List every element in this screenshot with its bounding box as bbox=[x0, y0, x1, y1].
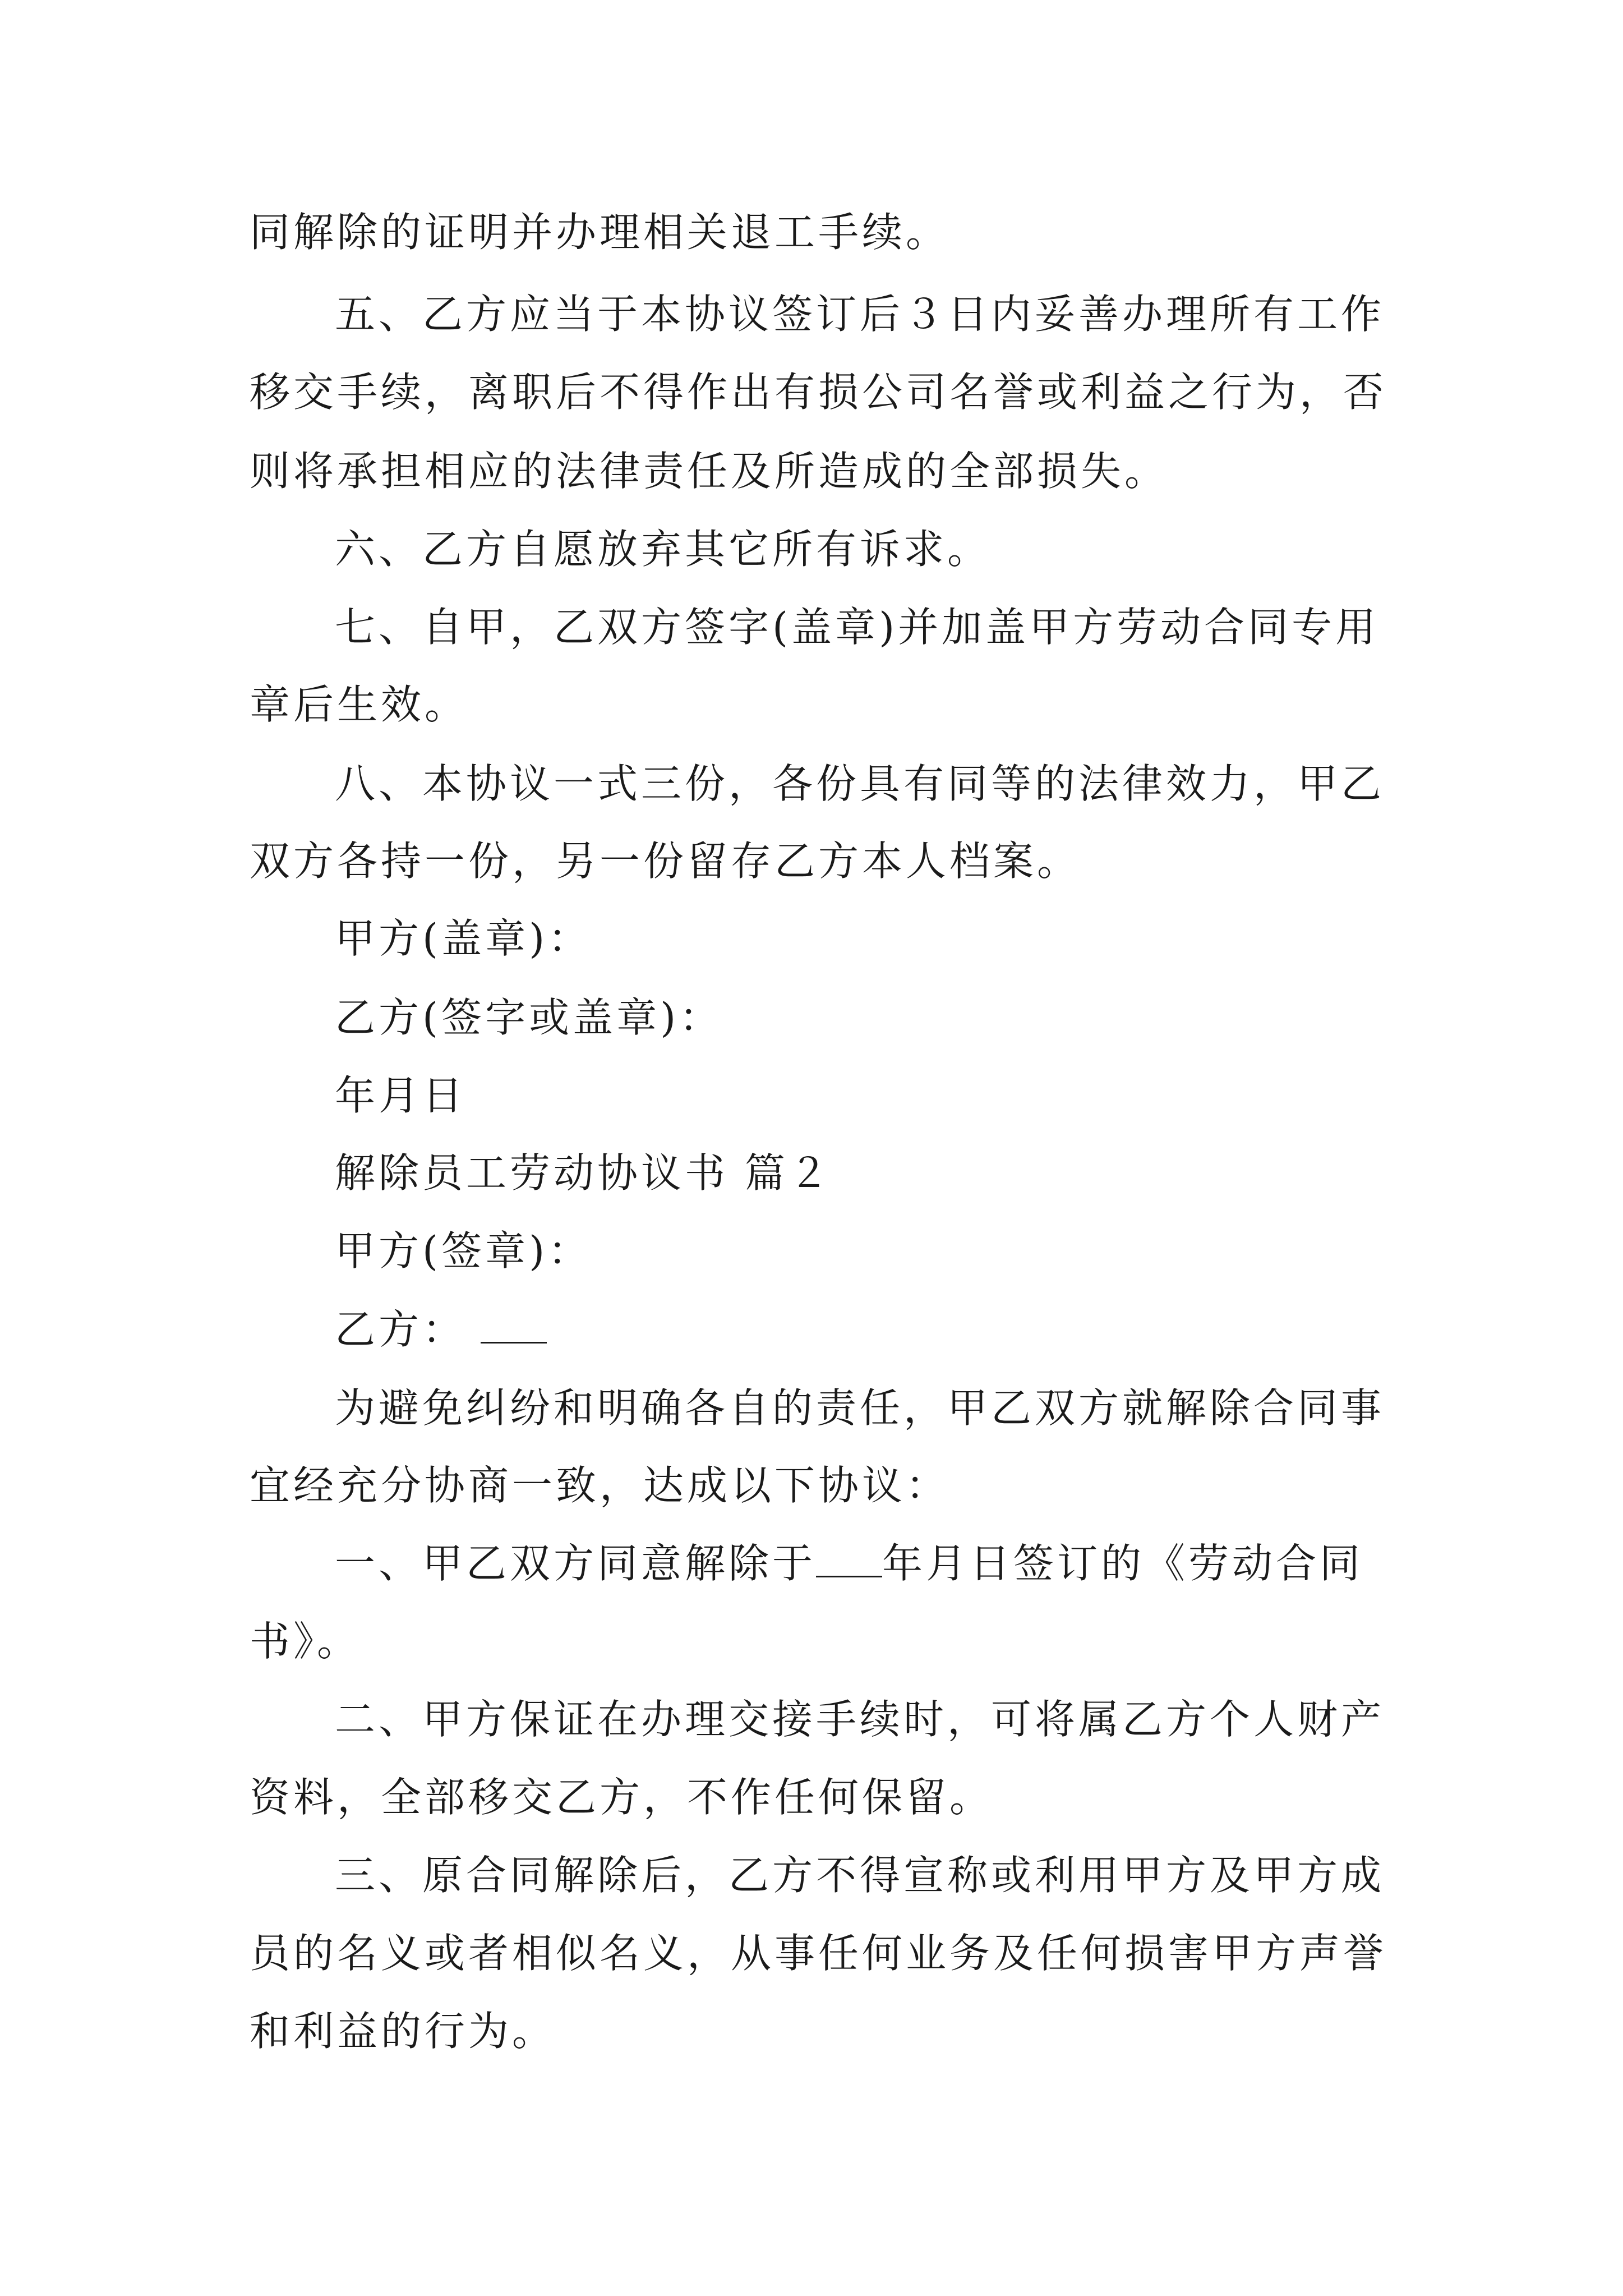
section-heading: 解除员工劳动协议书 篇２ bbox=[335, 1149, 832, 1197]
paragraph-line: 章后生效。 bbox=[250, 681, 469, 728]
paragraph-line: 则将承担相应的法律责任及所造成的全部损失。 bbox=[250, 448, 1169, 495]
signature-line-party-b: 乙方(签字或盖章)： bbox=[335, 994, 723, 1041]
paragraph-line: 资料，全部移交乙方，不作任何保留。 bbox=[250, 1774, 994, 1821]
paragraph-line: 员的名义或者相似名义，从事任何业务及任何损害甲方声誉 bbox=[250, 1930, 1387, 1977]
paragraph-line: 二、甲方保证在办理交接手续时，可将属乙方个人财产 bbox=[335, 1696, 1385, 1743]
fill-blank bbox=[816, 1542, 882, 1577]
paragraph-line: 书》。 bbox=[250, 1618, 361, 1665]
paragraph-line: 同解除的证明并办理相关退工手续。 bbox=[250, 209, 950, 256]
paragraph-line: 三、原合同解除后，乙方不得宣称或利用甲方及甲方成 bbox=[335, 1852, 1385, 1899]
paragraph-line: 八、本协议一式三份，各份具有同等的法律效力，甲乙 bbox=[335, 760, 1385, 807]
paragraph-line: 宜经充分协商一致，达成以下协议： bbox=[250, 1462, 950, 1509]
date-line: 年月日 bbox=[335, 1072, 467, 1119]
paragraph-line: 六、乙方自愿放弃其它所有诉求。 bbox=[335, 526, 992, 573]
paragraph-line: 移交手续，离职后不得作出有损公司名誉或利益之行为，否 bbox=[250, 369, 1387, 416]
paragraph-line: 五、乙方应当于本协议签订后３日内妥善办理所有工作 bbox=[335, 291, 1385, 338]
paragraph-line: 和利益的行为。 bbox=[250, 2008, 556, 2055]
fill-blank bbox=[481, 1308, 547, 1343]
paragraph-line: 七、自甲，乙双方签字(盖章)并加盖甲方劳动合同专用 bbox=[335, 604, 1380, 651]
party-b-line: 乙方： bbox=[335, 1303, 547, 1356]
paragraph-line: 双方各持一份，另一份留存乙方本人档案。 bbox=[250, 838, 1081, 885]
signature-line-party-a: 甲方(签章)： bbox=[335, 1227, 592, 1274]
paragraph-line: 为避免纠纷和明确各自的责任，甲乙双方就解除合同事 bbox=[335, 1384, 1385, 1432]
paragraph-line: 一、甲乙双方同意解除于 年月日签订的《劳动合同 bbox=[335, 1540, 1364, 1587]
signature-line-party-a: 甲方(盖章)： bbox=[335, 915, 592, 962]
